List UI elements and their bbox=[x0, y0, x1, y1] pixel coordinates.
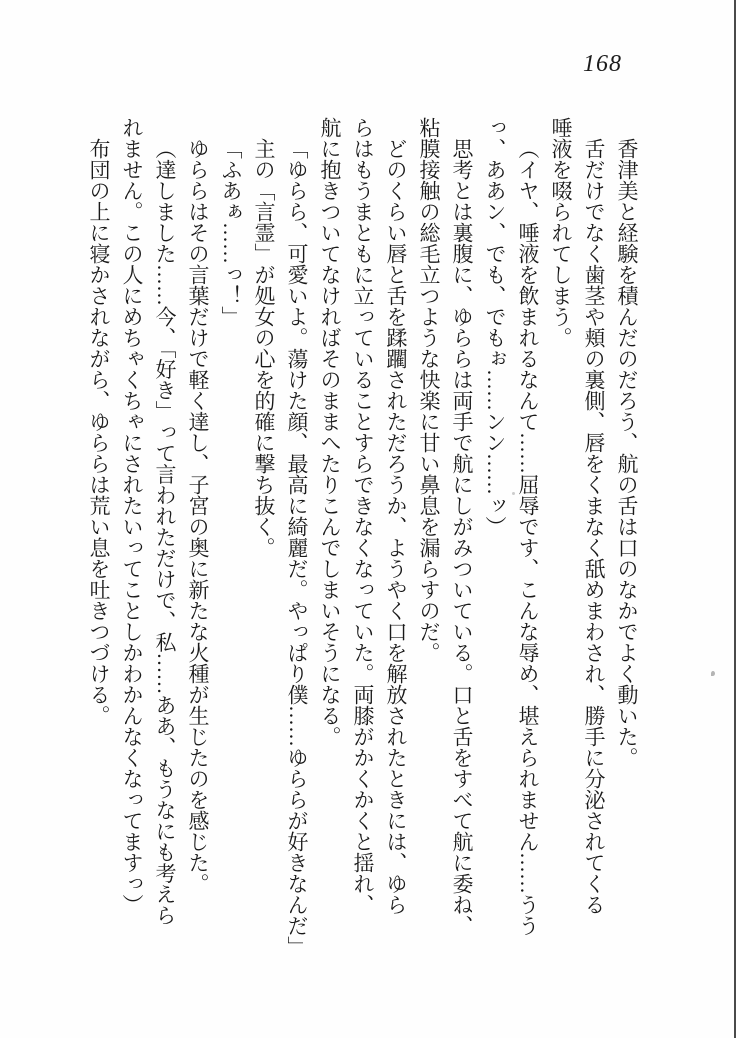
text-line: （達しました……今、「好き」って言われただけで、私……ああ、もうなにも考えら bbox=[153, 138, 177, 926]
text-line: 主の「言霊」が処女の心を的確に撃ち抜く。 bbox=[252, 138, 276, 558]
text-line: 思考とは裏腹に、ゆららは両手で航にしがみついている。口と舌をすべて航に委ね、 bbox=[450, 138, 474, 936]
text-line: 唾液を啜られてしまう。 bbox=[549, 117, 573, 348]
scan-speck bbox=[711, 671, 715, 676]
text-line: 「ゆらら、可愛いよ。蕩けた顔、最高に綺麗だ。やっぱり僕……ゆららが好きなんだ」 bbox=[285, 138, 309, 957]
text-line: 舌だけでなく歯茎や頬の裏側、唇をくまなく舐めまわされ、勝手に分泌されてくる bbox=[582, 138, 606, 915]
text-line: 航に抱きついてなければそのままへたりこんでしまいそうになる。 bbox=[318, 117, 342, 747]
text-line: 「ふあぁ……っ！」 bbox=[219, 138, 243, 327]
vertical-text-block bbox=[82, 117, 643, 962]
text-line: 粘膜接触の総毛立つような快楽に甘い鼻息を漏らすのだ。 bbox=[417, 117, 441, 663]
scan-speck bbox=[512, 492, 515, 495]
text-line: ゆららはその言葉だけで軽く達し、子宮の奥に新たな火種が生じたのを感じた。 bbox=[186, 138, 210, 894]
text-line: れません。この人にめちゃくちゃにされたいってことしかわかんなくなってますっ） bbox=[120, 117, 144, 915]
text-line: っ、ああン、でも、でもぉ……ンン……ッ） bbox=[483, 117, 507, 537]
text-line: らはもうまともに立っていることすらできなくなっていた。両膝がかくかくと揺れ、 bbox=[351, 117, 375, 915]
text-line: 香津美と経験を積んだのだろう、航の舌は口のなかでよく動いた。 bbox=[615, 138, 639, 768]
text-line: 布団の上に寝かされながら、ゆららは荒い息を吐きつづける。 bbox=[87, 138, 111, 726]
page-number: 168 bbox=[583, 51, 622, 77]
text-line: （イヤ、唾液を飲まれるなんて……屈辱です、こんな辱め、堪えられません……うう bbox=[516, 138, 540, 936]
text-line: どのくらい唇と舌を蹂躙されただろうか、ようやく口を解放されたときには、ゆら bbox=[384, 138, 408, 915]
